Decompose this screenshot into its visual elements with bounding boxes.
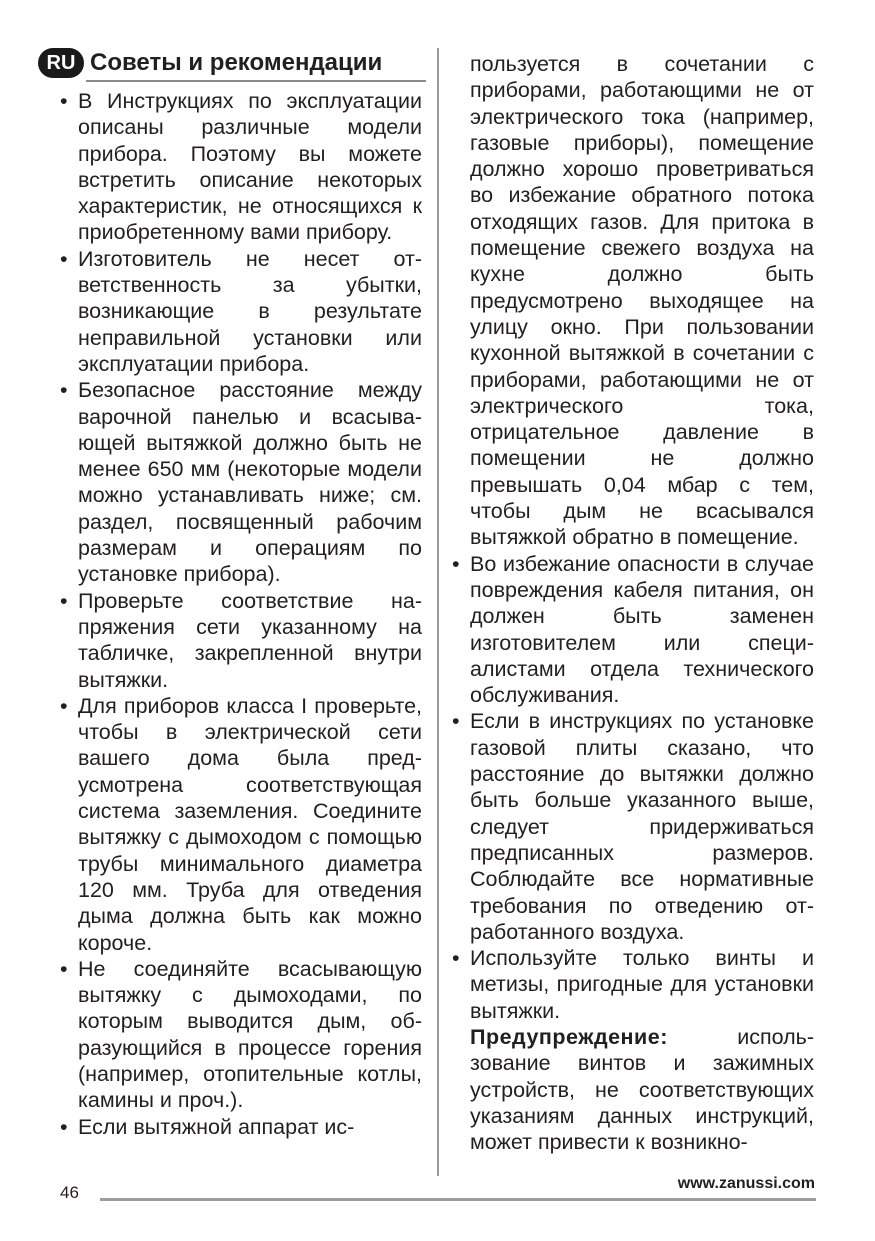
bullet-icon: • xyxy=(60,246,68,271)
bullet-icon: • xyxy=(60,956,68,981)
bullet-icon: • xyxy=(452,946,460,971)
list-item: • Изготовитель не несет ответственность за убытки, возникающие в результате неправильной установки или эксплуатации прибора. xyxy=(60,246,422,376)
footer-rule xyxy=(100,1198,816,1201)
column-divider xyxy=(437,48,439,1176)
list-item: • Безопасное расстояние между варочной панелью и всасывающей вытяжкой должно быть не менее 650 мм (некоторые модели можно устанавливать ниже; см. раздел, посвященный рабочим размерам и операциям по установке прибора). xyxy=(60,378,422,587)
bullet-icon: • xyxy=(60,1114,68,1139)
list-item: • В Инструкциях по эксплуатации описаны различные модели прибора. Поэтому вы можете встретить описание некоторых характеристик, не относящихся к приобретенному вами прибору. xyxy=(60,89,422,245)
warning-text: использование винтов и зажимных устройств, не соответствующих указаниям данных инструкций, может привести к возникно- xyxy=(470,1024,814,1155)
language-badge: RU xyxy=(38,48,84,78)
warning-label: Предупреждение: xyxy=(470,1024,668,1049)
section-header xyxy=(46,48,422,78)
bullet-icon: • xyxy=(452,551,460,576)
page-number: 46 xyxy=(60,1183,79,1202)
bullet-icon: • xyxy=(60,588,68,613)
right-column xyxy=(452,51,814,1155)
list-item: • Проверьте соответствие напряжения сети указанному на табличке, закрепленной внутри вытяжки. xyxy=(60,588,422,692)
warning-paragraph xyxy=(452,1024,814,1155)
list-item: • Используйте только винты и метизы, пригодные для установки вытяжки. xyxy=(452,946,814,1023)
bullet-icon: • xyxy=(60,89,68,113)
bullet-icon: • xyxy=(60,693,68,718)
continued-paragraph: пользуется в сочетании с приборами, работающими не от электрического тока (например, газовые приборы), помещение должно хорошо проветриваться во избежание обратного потока отходящих газов. Для притока в помещение свежего воздуха на кухне должно быть предусмотрено выходящее на улицу окно. При пользовании кухонной вытяжкой в сочетании с приборами, работающими не от электрического тока, отрицательное давление в помещении не должно превышать 0,04 мбар с тем, чтобы дым не всасывался вытяжкой обратно в помещение. xyxy=(470,52,814,550)
website-link[interactable]: www.zanussi.com xyxy=(677,1175,815,1192)
bullet-icon: • xyxy=(60,378,68,403)
bullet-icon: • xyxy=(452,709,460,734)
list-item: • Если в инструкциях по установке газовой плиты сказано, что расстояние до вытяжки должно быть больше указанного выше, следует придерживаться предписанных размеров. Соблюдайте все нормативные требования по отведению отработанного воздуха. xyxy=(452,709,814,944)
list-item: • Для приборов класса I проверьте, чтобы в электрической сети вашего дома была предусмотрена соответствующая система заземления. Соедините вытяжку с дымоходом с помощью трубы минимального диаметра 120 мм. Труба для отведения дыма должна быть как можно короче. xyxy=(60,693,422,955)
list-item: • Не соединяйте всасывающую вытяжку с дымоходами, по которым выводится дым, образующийся в процессе горения (например, отопительные котлы, камины и проч.). xyxy=(60,956,422,1113)
list-item: • Во избежание опасности в случае повреждения кабеля питания, он должен быть заменен изготовителем или специалистами отдела технического обслуживания. xyxy=(452,551,814,708)
page-title: Советы и рекомендации xyxy=(90,49,383,76)
left-column xyxy=(46,48,422,1140)
list-item: • Если вытяжной аппарат ис- xyxy=(60,1114,355,1139)
